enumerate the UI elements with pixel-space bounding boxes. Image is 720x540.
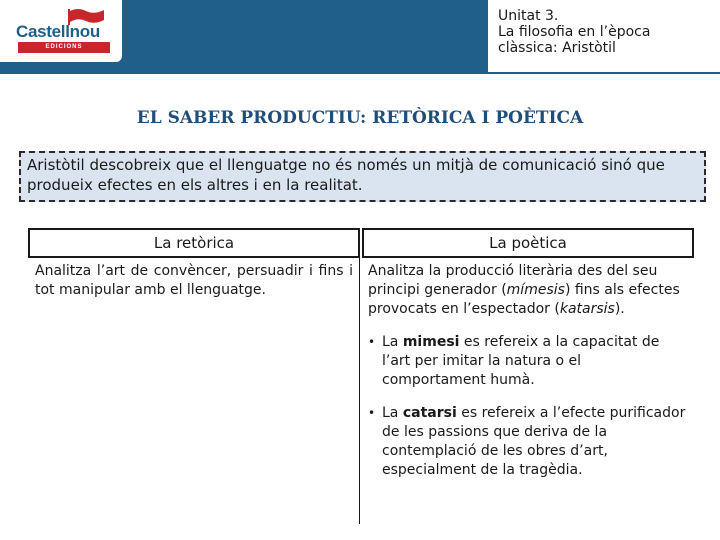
poetics-text-c: ). (614, 301, 625, 317)
unit-info (488, 0, 720, 72)
comparison-table (28, 228, 694, 524)
rhetoric-heading: La retòrica (28, 228, 360, 258)
bullet-pre: La (382, 334, 403, 350)
unit-number: Unitat 3. (498, 8, 559, 24)
mimesi-term: mimesi (402, 334, 460, 350)
bullet-marker: • (368, 335, 376, 349)
bullet-marker: • (368, 406, 376, 420)
poetics-heading: La poètica (362, 228, 694, 258)
list-item (368, 404, 686, 480)
katarsis-term: katarsis (559, 301, 615, 317)
unit-title-line2: clàssica: Aristòtil (498, 40, 616, 56)
mimesis-term: mímesis (506, 282, 565, 298)
logo-wordmark: Castellnou (16, 22, 100, 41)
bullet-post: es refereix a l’efecte purificador de les passions que deriva de la contemplació de les obres d’art, especialment de la tragèdia. (382, 405, 686, 478)
unit-title-line1: La filosofia en l’època (498, 24, 651, 40)
bullet-pre: La (382, 405, 403, 421)
header-bar (0, 0, 720, 74)
poetics-text-b: ) fins als efectes provocats en l’espectador ( (368, 282, 680, 317)
logo-subtitle: EDICIONS (18, 42, 110, 53)
publisher-logo (0, 0, 122, 62)
poetics-bullets (368, 333, 686, 480)
bullet-post: es refereix a la capacitat de l’art per imitar la natura o el comportament humà. (382, 334, 660, 388)
list-item (368, 333, 686, 390)
slide-title: EL SABER PRODUCTIU: RETÒRICA I POÈTICA (136, 108, 584, 128)
poetics-text (368, 262, 686, 319)
poetics-description (362, 258, 694, 524)
rhetoric-description: Analitza l’art de convèncer, persuadir i fins i tot manipular amb el llenguatge. (28, 258, 360, 524)
intro-box: Aristòtil descobreix que el llenguatge no és només un mitjà de comunicació sinó que produeix efectes en els altres i en la realitat. (19, 151, 706, 202)
catarsi-term: catarsi (402, 405, 457, 421)
poetics-text-a: Analitza la producció literària des del seu principi generador ( (368, 263, 658, 298)
